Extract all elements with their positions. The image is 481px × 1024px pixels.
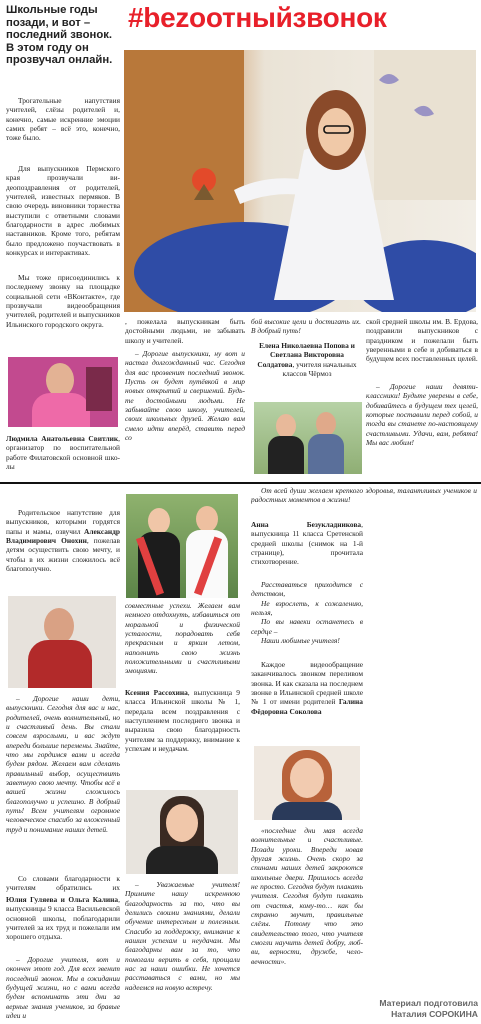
yulia-rest: , выпускницы 9 класса Васильевской основной школы, поблагодарили учителей за их труд и пожелали им хорошего отдыха. bbox=[6, 895, 120, 942]
lyudmila-photo bbox=[8, 357, 118, 427]
ksenia-name: Ксения Рассохина bbox=[125, 688, 188, 697]
gratitude-paragraph: Со словами благодарности к учителям обратились их bbox=[6, 874, 120, 893]
poem-line-3: По вы навеки останетесь в сердце – bbox=[251, 617, 363, 636]
col3-top-text: бой высокие цели и достигать их. В добрый путь! bbox=[251, 317, 361, 336]
credit-line-2: Наталия СОРОКИНА bbox=[391, 1008, 478, 1019]
col2-top-text: , пожелала выпускникам быть достойными людьми, не забывать школу и учителей. bbox=[125, 317, 245, 345]
alexander-photo bbox=[8, 596, 116, 688]
poem-line-1: Расставаться приходится с детством, bbox=[251, 580, 363, 599]
video-paragraph bbox=[251, 660, 363, 746]
galina-photo bbox=[254, 746, 360, 820]
galina-name: Галина Фёдоровна Соколова bbox=[251, 697, 363, 716]
col2-bottom-quote: – Уважаемые учителя! Примите нашу искреннюю благодарность за то, что вы делились своими знаниями, делали обучение интересным и полезным. Спасибо за поддержку, внимание к нашим успехам и неудачам. Мы благодарны вам за то, что помогали верить в себя, прощали нас за наши ошибки. Не хочется расставаться с вами, но мы надеемся на новую встречу. bbox=[125, 880, 240, 992]
intro-paragraph: Трогательные напутствия учителей, слёзы родителей и, конечно, самые искренние эмоции самих ребят – всё это, конечно, тоже было. bbox=[6, 96, 120, 143]
alexander-name: Александр Владимирович Онохин bbox=[6, 526, 120, 546]
parents-paragraph bbox=[6, 508, 120, 600]
anna-paragraph bbox=[251, 520, 363, 576]
poem-line-4: Наши любимые учителя! bbox=[261, 636, 340, 646]
parents-intro: Родительское напутствие для выпускников, которыми гордятся папы и мамы, озвучил bbox=[6, 508, 120, 536]
poem-line-2: Не взрослеть, к сожалению, нельзя, bbox=[251, 598, 363, 618]
credit-line-1: Материал подготовила bbox=[379, 998, 478, 1008]
col3-bottom-quote: «последние дни мая всегда волнительные и счастливые. Позади уроки. Впереди новая другая жизнь. Очень скоро за спинами наших детей закроются школьные двери. Пришлось всегда не просто. Сегодня будут плакать учителя. Сегодня будут плакать от счастья, кому-то… как бы странно звучит, правильные слёзы. Потому что это свидетельство того, что учителя смогли научить детей добру, любви, верности, дружбе, человечности». bbox=[251, 826, 363, 966]
col4-top-text: ской средней школы им. В. Ердова, поздравили выпускников с праздником и пожелали быть уверенными в себе и добиваться в будущем всех поставленных целей. bbox=[366, 317, 478, 364]
yulia-name: Юлия Гуляева и Ольга Калина bbox=[6, 895, 119, 904]
col1-bottom-quote: – Дорогие учителя, вот и окончен этот год. Для всех звенит последний звонок. Мы в ожидании будущей жизни, но с вами всегда будем вспоминать эти дни за верные знания учеников, за бравые идеи и bbox=[6, 955, 120, 1021]
teachers-photo bbox=[254, 402, 362, 474]
anna-name: Анна Безукладникова bbox=[251, 520, 362, 529]
author-credit bbox=[250, 998, 478, 1022]
main-photo bbox=[124, 50, 476, 312]
parents-quote: – Дорогие наши дети, выпускники. Сегодня для вас и нас, родителей, очень волнительный, но и счастливый день. Вы стали совсем взрослыми, и вас ждут впереди большие перемены. Знайте, что мы гордимся вами и всегда будем рядом. Желаем вам сделать правильный выбор, осуществить заветную свою мечту. Чтобы всё в вашей жизни сложилось благополучно и успешно. В добрый путь! Всем учителям огромное человеческое спасибо за вложенный труд и понимание наших детей. bbox=[6, 694, 120, 834]
section-separator bbox=[0, 482, 481, 484]
col4-lower-area bbox=[366, 486, 478, 487]
elena-role: , учителя начальных классов Чёрмоз bbox=[282, 359, 357, 378]
video-text: Каждое видеообращение заканчивалось звонком переливом звонка. И как сказала на последнем звонке в Ильинской средней школе № 1 от имени родителей bbox=[251, 660, 363, 707]
poem bbox=[251, 580, 363, 656]
col2-mid-quote: совместные успехи. Желаем вам немного отдохнуть, избавиться от моральной и физической усталости, порадовать себя прекрасным и ярким летом, наполнить свою жизнь положительными и счастливыми эмоциями. bbox=[125, 601, 240, 676]
elena-name: Елена Николаевна Попова и Светлана Викторовна Солдатова bbox=[257, 341, 355, 369]
ksenia-photo bbox=[126, 790, 238, 874]
graduates-photo bbox=[126, 494, 238, 598]
girl-with-bell-illustration bbox=[124, 50, 476, 312]
ksenia-paragraph bbox=[125, 688, 240, 788]
col2-top-quote: – Дорогие выпускники, ну вот и настал долгожданный час. Сегодня для вас прозвенит последний звонок. Пусть он будет путёвкой в мир новых открытий и свершений. Будьте достойными людьми. Не забывайте свою школу, учителей, своих школьных друзей. Желаю вам смело идти вперёд, ставить перед со bbox=[125, 349, 245, 443]
anna-rest: , выпускница 11 класса Сретенской средней школы (снимок на 1-й странице), прочитала стихотворение. bbox=[251, 520, 363, 567]
vk-paragraph: Мы тоже присоединились к последнему звонку на площадке социальной сети «ВКонтакте», где прозвучали видеообращения учителей, родителей и выпускников Ильинского городского округа. bbox=[6, 273, 120, 329]
lyudmila-role: , организатор по воспитательной работе Филатовской основной школы bbox=[6, 434, 120, 471]
elena-caption bbox=[251, 341, 363, 391]
lyudmila-caption bbox=[6, 434, 120, 482]
ksenia-rest: , выпускница 9 класса Ильинской школы № 1, передала всем поздравления с наступлением последнего звонка и выразила свою благодарность учителям за поддержку, внимание к успехам и неудачам. bbox=[125, 688, 240, 754]
perm-paragraph: Для выпускников Пермского края прозвучали видеопоздравления от родителей, учителей, известных пермяков. В свою очередь виновники торжества выступили с ответными словами благодарности в адрес любимых наставников. Кроме того, ребятам было предложено поучаствовать в конкурсах и интерактивах. bbox=[6, 164, 120, 258]
hashtag-title: #bеzoотныйзвонок bbox=[128, 3, 387, 33]
kicker-text: Школьные годы позади, и вот – последний звонок. В этом году он прозвучал онлайн. bbox=[6, 4, 113, 67]
parents-wish: , пожелав детям осуществить свою мечту, и чтобы в их жизни сложилось всё благополучно. bbox=[6, 536, 120, 574]
lyudmila-name: Людмила Анатольевна Свитлик bbox=[6, 434, 119, 443]
col3-mid-text: От всей души желаем крепкого здоровья, талантливых учеников и радостных моментов в жизни! bbox=[251, 486, 477, 505]
col4-top-quote: – Дорогие наши девятиклассники! Будьте уверены в себе, добивайтесь в будущем тех целей, которые поставили перед собой, и тогда вы станете по-настоящему счастливыми. Удачи, вам, ребята! Мы вас любим! bbox=[366, 382, 478, 448]
yulia-paragraph bbox=[6, 895, 120, 951]
